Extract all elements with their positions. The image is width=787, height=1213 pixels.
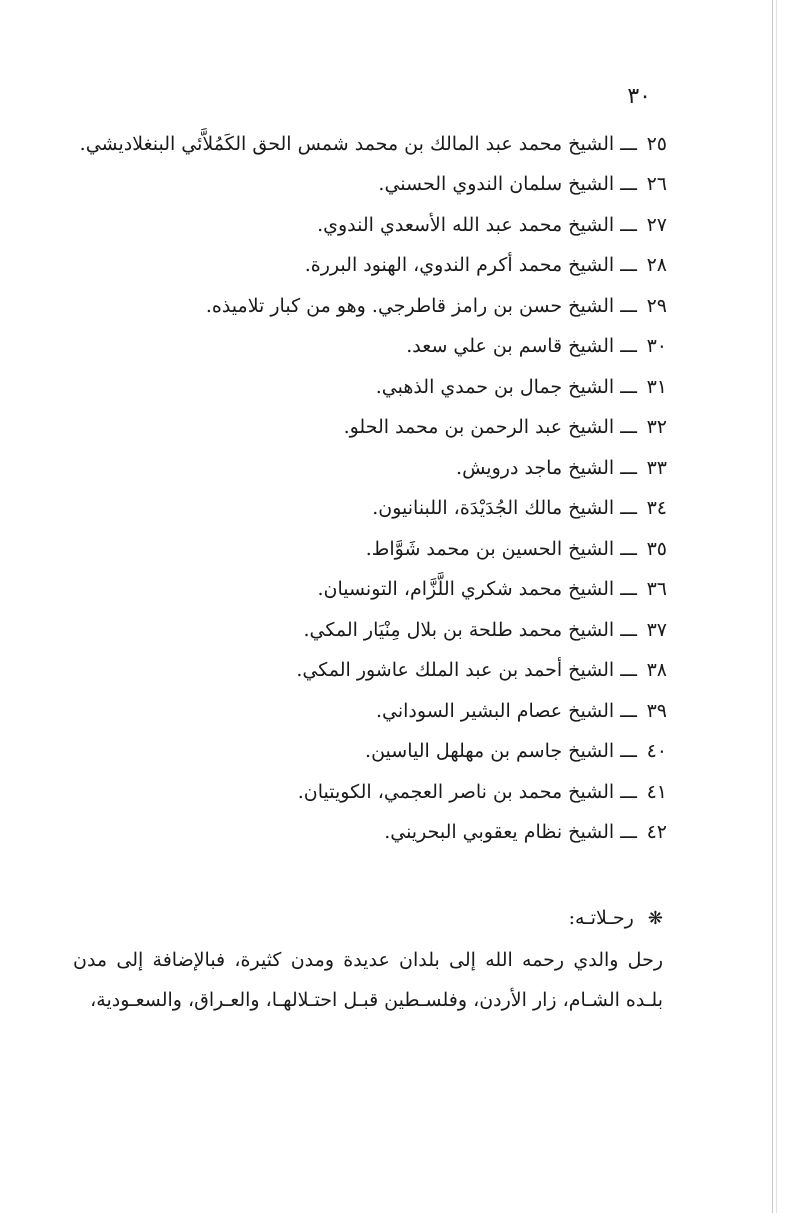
- entry-number: ٢٧: [646, 213, 667, 236]
- list-item: [67, 286, 667, 327]
- entry-text: الشيخ جاسم بن مهلهل الياسين.: [365, 740, 615, 762]
- section-heading: [73, 900, 663, 936]
- entry-dash: ـــ: [620, 416, 637, 438]
- entry-number: ٣٣: [646, 456, 667, 479]
- list-item: [67, 367, 667, 408]
- entry-dash: ـــ: [620, 780, 637, 803]
- entry-text: الشيخ عصام البشير السوداني.: [375, 699, 615, 722]
- list-item: [67, 245, 667, 286]
- section-heading-text: رحـلاتـه:: [568, 907, 634, 929]
- list-item: [67, 205, 667, 246]
- list-item: [67, 124, 667, 164]
- entry-dash: ـــ: [620, 133, 637, 155]
- entry-number: ٢٦: [646, 173, 667, 195]
- entry-text: الشيخ محمد شكري اللَّزَّام، التونسيان.: [317, 578, 615, 600]
- list-item: [67, 326, 667, 367]
- list-item: [67, 610, 667, 651]
- list-item: [67, 731, 667, 772]
- entry-dash: ـــ: [620, 578, 637, 600]
- entry-dash: ـــ: [620, 740, 637, 762]
- entry-text: الشيخ جمال بن حمدي الذهبي.: [375, 375, 615, 398]
- entry-dash: ـــ: [620, 254, 637, 276]
- list-item: [67, 812, 667, 853]
- entry-text: الشيخ محمد طلحة بن بلال مِنْيَار المكي.: [303, 618, 615, 641]
- entry-number: ٤٢: [646, 821, 667, 843]
- students-list: [67, 124, 667, 853]
- page-number: ٣٠: [627, 84, 651, 109]
- entry-number: ٣٤: [646, 497, 667, 519]
- entry-text: الشيخ عبد الرحمن بن محمد الحلو.: [343, 416, 615, 438]
- list-item: [67, 407, 667, 448]
- entry-text: الشيخ محمد أكرم الندوي، الهنود البررة.: [304, 254, 615, 276]
- list-item: [67, 772, 667, 813]
- entry-text: الشيخ قاسم بن علي سعد.: [406, 335, 615, 357]
- entry-number: ٤١: [646, 780, 667, 803]
- entry-dash: ـــ: [620, 497, 637, 519]
- asterisk-ornament-icon: ❋: [647, 908, 663, 929]
- list-item: [67, 691, 667, 732]
- entry-dash: ـــ: [620, 294, 637, 317]
- entry-text: الشيخ محمد بن ناصر العجمي، الكويتيان.: [297, 780, 615, 803]
- page-edge-line: [772, 0, 773, 1213]
- list-item: [67, 569, 667, 610]
- list-item: [67, 529, 667, 570]
- entry-text: الشيخ مالك الجُدَيْدَة، اللبنانيون.: [372, 497, 615, 519]
- entry-dash: ـــ: [620, 456, 637, 479]
- list-item: [67, 164, 667, 205]
- entry-number: ٣٢: [646, 416, 667, 438]
- entry-number: ٣٧: [646, 618, 667, 641]
- entry-dash: ـــ: [620, 659, 637, 681]
- entry-number: ٣٠: [646, 335, 667, 357]
- entry-number: ٣٥: [646, 537, 667, 560]
- list-item: [67, 448, 667, 489]
- entry-text: الشيخ حسن بن رامز قاطرجي. وهو من كبار تلاميذه.: [205, 294, 615, 317]
- entry-number: ٤٠: [646, 740, 667, 762]
- entry-number: ٢٨: [646, 254, 667, 276]
- entry-text: الشيخ أحمد بن عبد الملك عاشور المكي.: [296, 659, 615, 681]
- entry-text: الشيخ ماجد درويش.: [456, 456, 615, 479]
- entry-dash: ـــ: [620, 699, 637, 722]
- entry-dash: ـــ: [620, 821, 637, 843]
- page-edge-line-inner: [776, 0, 777, 1213]
- travels-section: [73, 900, 663, 1020]
- entry-text: الشيخ سلمان الندوي الحسني.: [378, 173, 615, 195]
- entry-dash: ـــ: [620, 213, 637, 236]
- entry-number: ٣١: [646, 375, 667, 398]
- entry-text: الشيخ محمد عبد الله الأسعدي الندوي.: [317, 213, 615, 236]
- section-paragraph: رحل والدي رحمه الله إلى بلدان عديدة ومدن كثيرة، فبالإضافة إلى مدن بلـده الشـام، زار الأردن، وفلسـطين قبـل احتـلالهـا، والعـراق، والسعـودية،: [73, 949, 663, 1011]
- entry-dash: ـــ: [620, 173, 637, 195]
- list-item: [67, 650, 667, 691]
- entry-number: ٢٩: [646, 294, 667, 317]
- entry-text: الشيخ محمد عبد المالك بن محمد شمس الحق الكَمُلاَّئي البنغلاديشي.: [79, 133, 615, 155]
- entry-dash: ـــ: [620, 335, 637, 357]
- entry-dash: ـــ: [620, 537, 637, 560]
- list-item: [67, 488, 667, 529]
- entry-dash: ـــ: [620, 375, 637, 398]
- entry-dash: ـــ: [620, 618, 637, 641]
- entry-text: الشيخ نظام يعقوبي البحريني.: [384, 821, 615, 843]
- entry-number: ٢٥: [646, 133, 667, 155]
- entry-number: ٣٩: [646, 699, 667, 722]
- entry-text: الشيخ الحسين بن محمد شَوَّاط.: [365, 537, 615, 560]
- entry-number: ٣٨: [646, 659, 667, 681]
- entry-number: ٣٦: [646, 578, 667, 600]
